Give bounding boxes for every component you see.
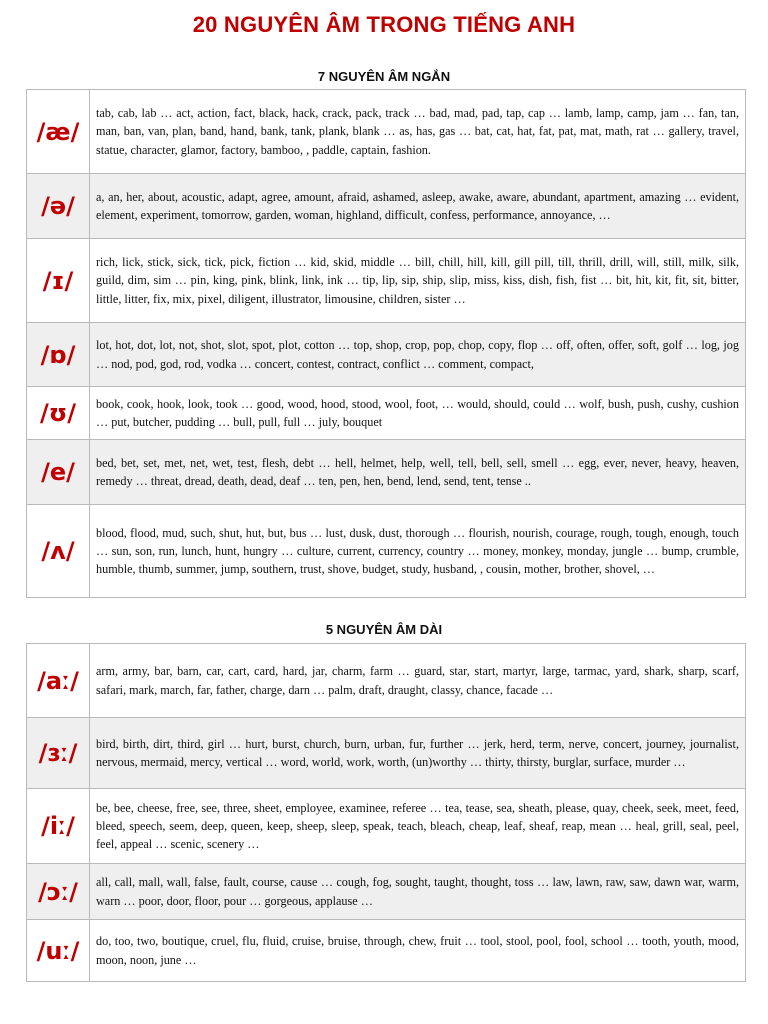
- vowel-row-long-o: [27, 864, 746, 920]
- vowel-symbol: /ɒ/: [27, 323, 90, 387]
- example-words: a, an, her, about, acoustic, adapt, agree, amount, afraid, ashamed, asleep, awake, aware, abundant, apartment, amazing … evident, element, experiment, tomorrow, garden, woman, highland, difficult, confess, performance, annoyance, …: [90, 174, 746, 239]
- example-words: all, call, mall, wall, false, fault, course, cause … cough, fog, sought, taught, thought, toss … law, lawn, raw, saw, dawn war, warm, warn … poor, door, floor, pour … gorgeous, applause …: [90, 864, 746, 920]
- vowel-row-e: [27, 440, 746, 505]
- example-words: rich, lick, stick, sick, tick, pick, fiction … kid, skid, middle … bill, chill, hill, kill, gill pill, till, thrill, drill, will, still, milk, silk, guild, dim, sim … pin, king, pink, blink, link, ink … tip, lip, sip, ship, slip, miss, kiss, dish, fish, fist … bit, hit, kit, fit, sit, bitter, little, litter, fix, mix, pixel, diligent, illustrator, limousine, children, sister …: [90, 239, 746, 323]
- vowel-row-short-i: [27, 239, 746, 323]
- example-words: book, cook, hook, look, took … good, wood, hood, stood, wool, foot, … would, should, could … wolf, bush, push, cushy, cushion … put, butcher, pudding … bull, pull, full … july, bouquet: [90, 387, 746, 440]
- page-title: 20 NGUYÊN ÂM TRONG TIẾNG ANH: [192, 12, 576, 37]
- vowel-row-ae: [27, 90, 746, 174]
- vowel-symbol: /aː/: [27, 644, 90, 718]
- vowel-symbol: /ʊ/: [27, 387, 90, 440]
- vowel-symbol: /e/: [27, 440, 90, 505]
- short-vowels-table: [26, 89, 746, 598]
- vowel-symbol: /ʌ/: [27, 505, 90, 598]
- example-words: bird, birth, dirt, third, girl … hurt, burst, church, burn, urban, fur, further … jerk, herd, term, nerve, concert, journey, journalist, nervous, mermaid, mercy, vertical … word, world, work, worth, (un)worthy … thirty, thirsty, burglar, surface, murder …: [90, 718, 746, 789]
- vowel-symbol: /ɪ/: [27, 239, 90, 323]
- example-words: arm, army, bar, barn, car, cart, card, hard, jar, charm, farm … guard, star, start, martyr, large, tarmac, yard, shark, sharp, scarf, safari, mark, march, far, father, charge, darn … palm, draft, draught, classy, chance, facade …: [90, 644, 746, 718]
- vowel-row-short-u: [27, 387, 746, 440]
- vowel-row-long-i: [27, 789, 746, 864]
- vowel-symbol: /ɔː/: [27, 864, 90, 920]
- vowel-row-long-u: [27, 920, 746, 982]
- vowel-row-wedge: [27, 505, 746, 598]
- example-words: tab, cab, lab … act, action, fact, black, hack, crack, pack, track … bad, mad, pad, tap, cap … lamb, lamp, camp, jam … fan, tan, man, ban, van, plan, band, hand, bank, tank, plank, blank … as, has, gas … bat, cat, hat, fat, pat, mat, math, rat … gallery, travel, statue, character, glamor, factory, bamboo, , paddle, captain, fashion.: [90, 90, 746, 174]
- vowel-row-long-er: [27, 718, 746, 789]
- vowel-symbol: /ɜː/: [27, 718, 90, 789]
- vowel-symbol: /uː/: [27, 920, 90, 982]
- example-words: lot, hot, dot, lot, not, shot, slot, spot, plot, cotton … top, shop, crop, pop, chop, copy, flop … off, often, offer, soft, golf … log, jog … nod, pod, god, rod, vodka … concert, contest, contract, conflict … comment, compact,: [90, 323, 746, 387]
- vowel-symbol: /æ/: [27, 90, 90, 174]
- vowel-symbol: /ə/: [27, 174, 90, 239]
- vowel-row-short-o: [27, 323, 746, 387]
- example-words: bed, bet, set, met, net, wet, test, flesh, debt … hell, helmet, help, well, tell, bell, sell, smell … egg, ever, never, heavy, heaven, remedy … threat, dread, death, dead, deaf … ten, pen, hen, bend, lend, send, tent, tense ..: [90, 440, 746, 505]
- vowel-row-long-a: [27, 644, 746, 718]
- vowel-row-schwa: [27, 174, 746, 239]
- short-vowels-heading: 7 NGUYÊN ÂM NGẮN: [317, 69, 451, 84]
- long-vowels-table: [26, 643, 746, 982]
- long-vowels-heading: 5 NGUYÊN ÂM DÀI: [325, 622, 443, 637]
- example-words: be, bee, cheese, free, see, three, sheet, employee, examinee, referee … tea, tease, sea, sheath, please, quay, cheek, seek, meet, feed, bleed, speech, seem, deep, queen, keep, sheep, sleep, speak, teach, bleach, cheap, leaf, sheaf, reap, mean … heal, grill, seal, peel, feel, appeal … scenic, scenery …: [90, 789, 746, 864]
- example-words: do, too, two, boutique, cruel, flu, fluid, cruise, bruise, through, chew, fruit … tool, stool, pool, fool, school … tooth, youth, mood, moon, noon, june …: [90, 920, 746, 982]
- vowel-symbol: /iː/: [27, 789, 90, 864]
- example-words: blood, flood, mud, such, shut, hut, but, bus … lust, dusk, dust, thorough … flourish, nourish, courage, rough, tough, enough, touch … sun, son, run, lunch, hunt, hungry … culture, current, currency, country … money, monkey, monday, jungle … bump, crumble, humble, thumb, summer, jump, southern, trust, shove, budget, study, husband, , cousin, mother, brother, shovel, …: [90, 505, 746, 598]
